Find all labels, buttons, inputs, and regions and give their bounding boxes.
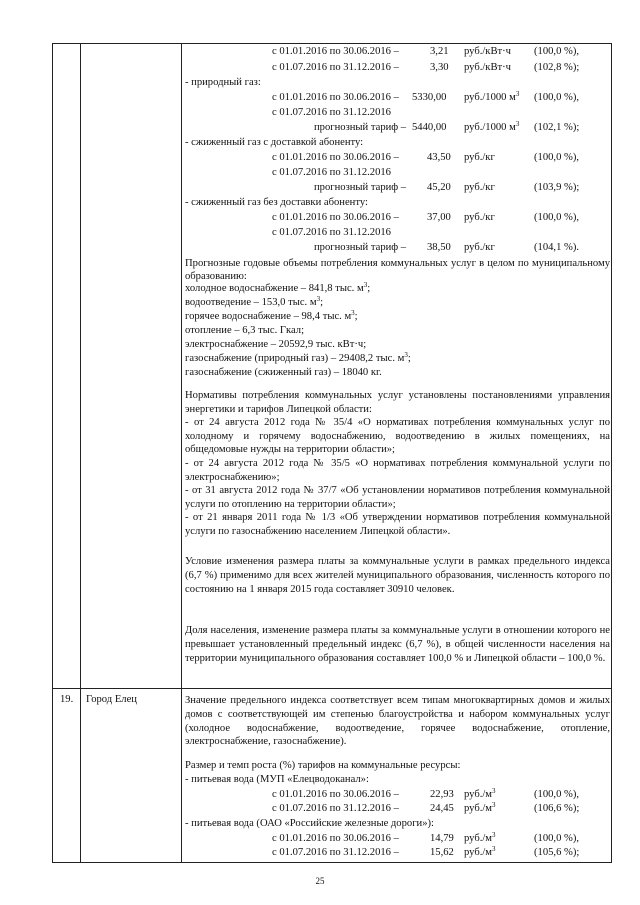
norm-item-3: - от 31 августа 2012 года № 37/7 «Об установлении нормативов потребления коммунальной услуги по отоплению на территории области»; [185,485,610,510]
norm-item-4: - от 21 января 2011 года № 1/3 «Об утверждении нормативов потребления коммунальной услуги по газоснабжению населением Липецкой области». [185,512,610,537]
lpg-delivery-label: - сжиженный газ с доставкой абоненту: [185,137,364,148]
lpg-del-period-2: с 01.07.2016 по 31.12.2016 [272,167,391,178]
page-number: 25 [315,876,325,886]
water1-unit-text-1: руб./м [464,789,492,800]
gas-value-1: 5330,00 [412,92,447,103]
elec-value-2: 3,30 [430,62,449,73]
municipality-name-yelets: Город Елец [86,694,137,705]
water1-value-1: 22,93 [430,789,454,800]
norm-item-1: - от 24 августа 2012 года № 35/4 «О нормативах потребления коммунальных услуг по холодному и горячему водоснабжению, водоотведению в жилых помещениях, на общедомовые нужды на территории области»; [185,417,610,455]
lpg-nodel-pct-1: (100,0 %), [534,212,580,223]
water2-period-1: с 01.01.2016 по 30.06.2016 – [272,833,399,844]
lpg-nodel-unit-1: руб./кг [464,212,495,223]
column-divider-1 [80,44,81,862]
volume-wastewater: водоотведение – 153,0 тыс. $м^3$; [185,295,324,308]
row-number-19: 19. [60,694,74,705]
volume-natural-gas: газоснабжение (природный газ) – 29408,2 тыс. $м^3$; [185,351,411,364]
water1-value-2: 24,45 [430,803,454,814]
water1-pct-1: (100,0 %), [534,789,580,800]
volumes-intro: Прогнозные годовые объемы потребления коммунальных услуг в целом по муниципальному образованию: [185,258,610,282]
lpg-nodel-value-1: 37,00 [427,212,451,223]
volume-hot-water-text: горячее водоснабжение – 98,4 тыс. м [185,311,352,322]
water2-unit-2: $руб./м^3$ [464,845,496,858]
row-divider [53,688,611,689]
water1-unit-1: $руб./м^3$ [464,787,496,800]
water1-period-1: с 01.01.2016 по 30.06.2016 – [272,789,399,800]
gas-unit-3: руб./1000 $м^3$ [464,120,520,133]
gas-pct-1: (100,0 %), [534,92,580,103]
elec-value-1: 3,21 [430,46,449,57]
lpg-nodel-unit-3: руб./кг [464,242,495,253]
lpg-nodel-pct-3: (104,1 %). [534,242,580,253]
water2-pct-1: (100,0 %), [534,833,580,844]
volume-electricity: электроснабжение – 20592,9 тыс. кВт·ч; [185,339,367,350]
volume-cold-water: холодное водоснабжение – 841,8 тыс. $м^3$; [185,281,371,294]
gas-period-1: с 01.01.2016 по 30.06.2016 – [272,92,399,103]
water2-unit-1: $руб./м^3$ [464,831,496,844]
elec-period-1: с 01.01.2016 по 30.06.2016 – [272,46,399,57]
tariffs-label: Размер и темп роста (%) тарифов на коммунальные ресурсы: [185,760,461,771]
lpg-del-pct-3: (103,9 %); [534,182,580,193]
lpg-nodel-forecast-label: прогнозный тариф – [314,242,407,253]
lpg-del-unit-3: руб./кг [464,182,495,193]
lpg-nodel-period-1: с 01.01.2016 по 30.06.2016 – [272,212,399,223]
water1-label: - питьевая вода (МУП «Елецводоканал»: [185,774,369,785]
row19-intro: Значение предельного индекса соответствует всем типам многоквартирных домов и жилых домов с соответствующей им степенью благоустройства и набором коммунальных услуг (холодное водоснабжение, водоотведение, горячее водоснабжение, отопление, электроснабжение, газоснабжение). [185,695,610,748]
gas-unit-text: руб./1000 м [464,92,516,103]
lpg-nodel-period-2: с 01.07.2016 по 31.12.2016 [272,227,391,238]
lpg-del-unit-1: руб./кг [464,152,495,163]
lpg-del-pct-1: (100,0 %), [534,152,580,163]
norms-intro: Нормативы потребления коммунальных услуг установлены постановлениями управления энергетики и тарифов Липецкой области: [185,390,610,415]
norm-item-2: - от 24 августа 2012 года № 35/5 «О нормативах потребления коммунальной услуги по электроснабжению»; [185,458,610,483]
elec-unit-1: руб./кВт·ч [464,46,511,57]
water1-unit-2: $руб./м^3$ [464,801,496,814]
condition-paragraph: Условие изменения размера платы за коммунальные услуги в рамках предельного индекса (6,7 %) применимо для всех жителей муниципального образования, численность которого по состоянию на 1 января 2015 года составляет 30910 человек. [185,556,610,595]
lpg-del-value-3: 45,20 [427,182,451,193]
lpg-nodel-value-3: 38,50 [427,242,451,253]
water2-unit-text-1: руб./м [464,833,492,844]
gas-label: - природный газ: [185,77,261,88]
water2-pct-2: (105,6 %); [534,847,580,858]
water2-period-2: с 01.07.2016 по 31.12.2016 – [272,847,399,858]
volume-natural-gas-text: газоснабжение (природный газ) – 29408,2 тыс. м [185,353,405,364]
water1-pct-2: (106,6 %); [534,803,580,814]
volume-cold-water-text: холодное водоснабжение – 841,8 тыс. м [185,283,364,294]
lpg-del-period-1: с 01.01.2016 по 30.06.2016 – [272,152,399,163]
column-divider-2 [181,44,182,862]
gas-pct-3: (102,1 %); [534,122,580,133]
elec-pct-2: (102,8 %); [534,62,580,73]
elec-unit-2: руб./кВт·ч [464,62,511,73]
gas-period-2: с 01.07.2016 по 31.12.2016 [272,107,391,118]
gas-value-3: 5440,00 [412,122,447,133]
volume-hot-water: горячее водоснабжение – 98,4 тыс. $м^3$; [185,309,358,322]
lpg-del-value-1: 43,50 [427,152,451,163]
volume-wastewater-text: водоотведение – 153,0 тыс. м [185,297,317,308]
elec-pct-1: (100,0 %), [534,46,580,57]
gas-forecast-label: прогнозный тариф – [314,122,407,133]
lpg-del-forecast-label: прогнозный тариф – [314,182,407,193]
volume-lpg: газоснабжение (сжиженный газ) – 18040 кг. [185,367,382,378]
water2-value-2: 15,62 [430,847,454,858]
gas-unit-1: руб./1000 $м^3$ [464,90,520,103]
water2-unit-text-2: руб./м [464,847,492,858]
water2-value-1: 14,79 [430,833,454,844]
gas-unit-text-3: руб./1000 м [464,122,516,133]
water1-unit-text-2: руб./м [464,803,492,814]
water1-period-2: с 01.07.2016 по 31.12.2016 – [272,803,399,814]
lpg-nodelivery-label: - сжиженный газ без доставки абоненту: [185,197,368,208]
water2-label: - питьевая вода (ОАО «Российские железные дороги»): [185,818,434,829]
elec-period-2: с 01.07.2016 по 31.12.2016 – [272,62,399,73]
share-paragraph: Доля населения, изменение размера платы за коммунальные услуги в отношении которого не превышает установленный предельный индекс (6,7 %), в общей численности населения на территории муниципального образования составляет 100,0 % и Липецкой области – 100,0 %. [185,625,610,664]
volume-heating: отопление – 6,3 тыс. Гкал; [185,325,305,336]
